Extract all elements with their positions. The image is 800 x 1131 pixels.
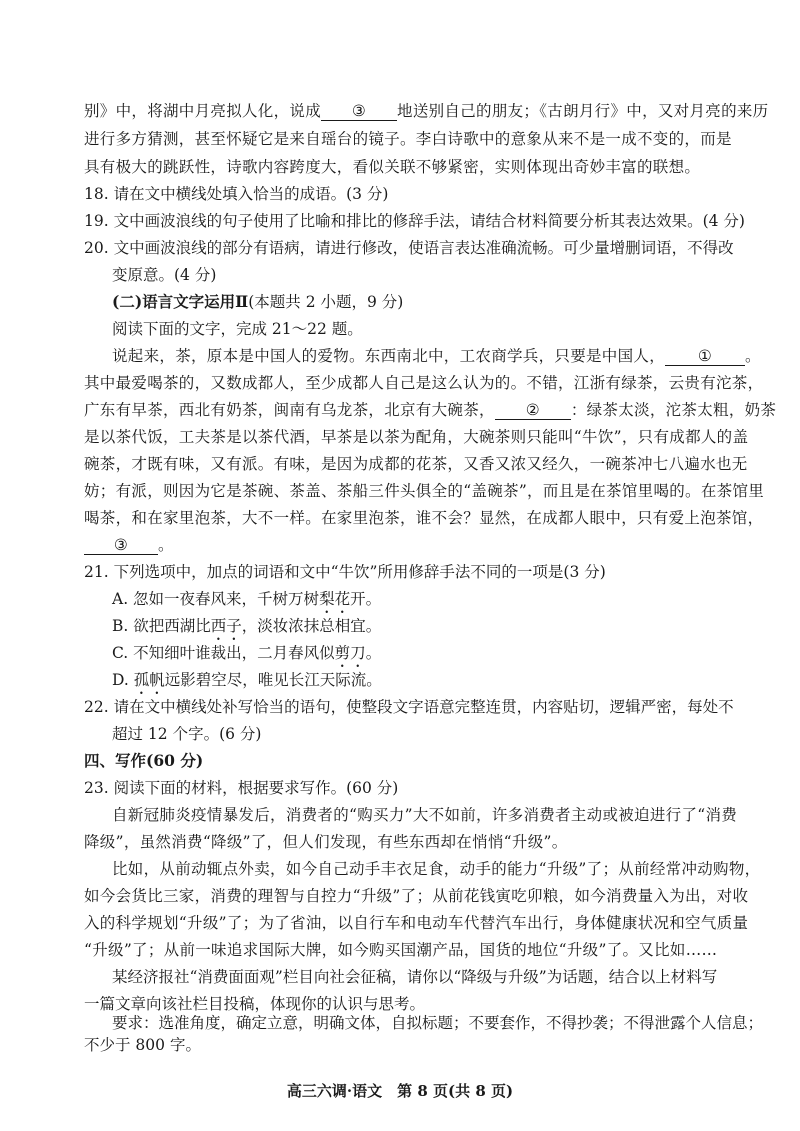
text: 分) [174, 751, 204, 770]
question-22-line-1: 22. 请在文中横线处补写恰当的语句，使整段文字语意完整连贯，内容贴切，逻辑严密，每处不 [84, 698, 734, 716]
tea-line-3 [84, 399, 776, 421]
question-21: 21. 下列选项中，加点的词语和文中“牛饮”所用修辞手法不同的一项是(3 分) [84, 563, 606, 581]
material-p3-line-1: 某经济报社“消费面面观”栏目向社会征稿，请你以“降级与升级”为话题，结合以上材料写 [112, 968, 718, 986]
question-19: 19. 文中画波浪线的句子使用了比喻和排比的修辞手法，请结合材料简要分析其表达效果。(4 分) [84, 212, 745, 230]
section-note: (本题共 2 小题，9 分) [248, 293, 404, 311]
text: 别》中，将湖中月亮拟人化，说成 [84, 102, 322, 120]
text: D. [112, 671, 134, 689]
material-p1-line-1: 自新冠肺炎疫情暴发后，消费者的“购买力”大不如前，许多消费者主动或被迫进行了“消费 [112, 806, 738, 824]
tea-line-7: 喝茶，和在家里泡茶，大不一样。在家里泡茶，谁不会？显然，在成都人眼中，只有爱上泡茶馆， [84, 509, 764, 527]
requirements-line-2: 不少于 800 字。 [84, 1036, 201, 1054]
section-2-intro: 阅读下面的文字，完成 21～22 题。 [112, 320, 363, 338]
tea-line-2: 其中最爱喝茶的，又数成都人，至少成都人自己是这么认为的。不错，江浙有绿茶，云贵有沱茶， [84, 374, 764, 392]
text: ，淡妆浓抹总相宜。 [241, 617, 382, 635]
text: 。 [365, 644, 382, 662]
text: 。 [158, 536, 174, 554]
text: 60 [153, 751, 175, 770]
text: 远影碧空尽，唯见长江天际流。 [164, 671, 382, 689]
tea-line-8 [84, 534, 174, 556]
dotted-term: 梨花 [319, 590, 351, 608]
material-p2-line-4: “升级”了；从前一味追求国际大牌，如今购买国潮产品，国货的地位“升级”了。又比如…… [84, 941, 718, 959]
option-b [112, 615, 381, 644]
question-20-line-2: 变原意。(4 分) [112, 266, 217, 284]
tea-line-4 [84, 426, 748, 448]
text: A. 忽如一夜春风来，千树万树 [112, 590, 320, 608]
tea-line-6: 妨；有派，则因为它是茶碗、茶盖、茶船三件头俱全的“盖碗茶”，而且是在茶馆里喝的。在茶馆里 [84, 482, 765, 500]
option-a [112, 588, 381, 617]
requirements-line-1: 要求：选准角度，确定立意，明确文体，自拟标题；不要套作，不得抄袭；不得泄露个人信息； [112, 1014, 764, 1032]
material-p1-line-2: 降级”，虽然消费“降级”了，但人们发现，有些东西却在悄悄“升级”。 [84, 833, 568, 851]
material-p2-line-2: 如今会货比三家，消费的理智与自控力“升级”了；从前花钱寅吃卯粮，如今消费量入为出，对收 [84, 887, 749, 905]
blank-2: ② [495, 401, 571, 420]
section-title: (二)语言文字运用Ⅱ [112, 292, 249, 311]
tea-line-1 [112, 345, 761, 367]
question-20-line-1: 20. 文中画波浪线的部分有语病，请进行修改，使语言表达准确流畅。可少量增删词语，不得改 [84, 239, 734, 257]
text: 是以茶代饭，工夫茶是以茶代酒，早茶是以茶为配角，大碗茶则只能叫“ [84, 428, 583, 446]
top-para-line-3: 具有极大的跳跃性，诗歌内容跨度大，看似关联不够紧密，实则体现出奇妙丰富的联想。 [84, 158, 701, 176]
text: 地送别自己的朋友；《古朗月行》中，又对月亮的来历 [397, 102, 769, 120]
text: ”，只有成都人的盖 [613, 428, 749, 446]
option-d [112, 669, 382, 698]
top-para-line-2: 进行多方猜测，甚至怀疑它是来自瑶台的镜子。李白诗歌中的意象从来不是一成不变的，而是 [84, 130, 732, 148]
text: 广东有早茶，西北有奶茶，闽南有乌龙茶，北京有大碗茶， [84, 401, 495, 419]
blank-1: ① [665, 347, 745, 366]
text: C. 不知细叶谁裁出，二月春风似 [112, 644, 335, 662]
section-4-heading [84, 750, 203, 772]
text: ：绿茶太淡，沱茶太粗，奶茶 [570, 401, 777, 419]
blank-3b: ③ [84, 536, 158, 555]
top-para-line-1 [84, 100, 768, 122]
dotted-term: 剪刀 [334, 644, 366, 662]
question-22-line-2: 超过 12 个字。(6 分) [112, 725, 262, 743]
material-p3-line-2: 一篇文章向该社栏目投稿，体现你的认识与思考。 [84, 995, 426, 1013]
material-p2-line-1: 比如，从前动辄点外卖，如今自己动手丰衣足食，动手的能力“升级”了；从前经常冲动购物， [112, 860, 761, 878]
niuyin-term: 牛饮 [582, 428, 614, 446]
text: 说起来，茶，原本是中国人的爱物。东西南北中，工农商学兵，只要是中国人， [112, 347, 666, 365]
text: 四、写作( [84, 751, 154, 770]
text: 开。 [350, 590, 382, 608]
question-23: 23. 阅读下面的材料，根据要求写作。(60 分) [84, 779, 399, 797]
section-2-heading [112, 291, 403, 313]
text: B. 欲把西湖比 [112, 617, 211, 635]
material-p2-line-3: 入的科学规划“升级”了；为了省油，以自行车和电动车代替汽车出行，身体健康状况和空气质量 [84, 914, 749, 932]
option-c [112, 642, 381, 671]
dotted-term: 孤帆 [133, 671, 165, 689]
tea-line-5: 碗茶，才既有味，又有派。有味，是因为成都的花茶，又香又浓又经久，一碗茶冲七八遍水也无 [84, 455, 748, 473]
page-footer: 高三六调·语文 第 8 页(共 8 页) [286, 1082, 514, 1100]
dotted-term: 西子 [210, 617, 242, 635]
blank-3: ③ [321, 102, 397, 121]
text: 。 [745, 347, 761, 365]
question-18: 18. 请在文中横线处填入恰当的成语。(3 分) [84, 185, 389, 203]
